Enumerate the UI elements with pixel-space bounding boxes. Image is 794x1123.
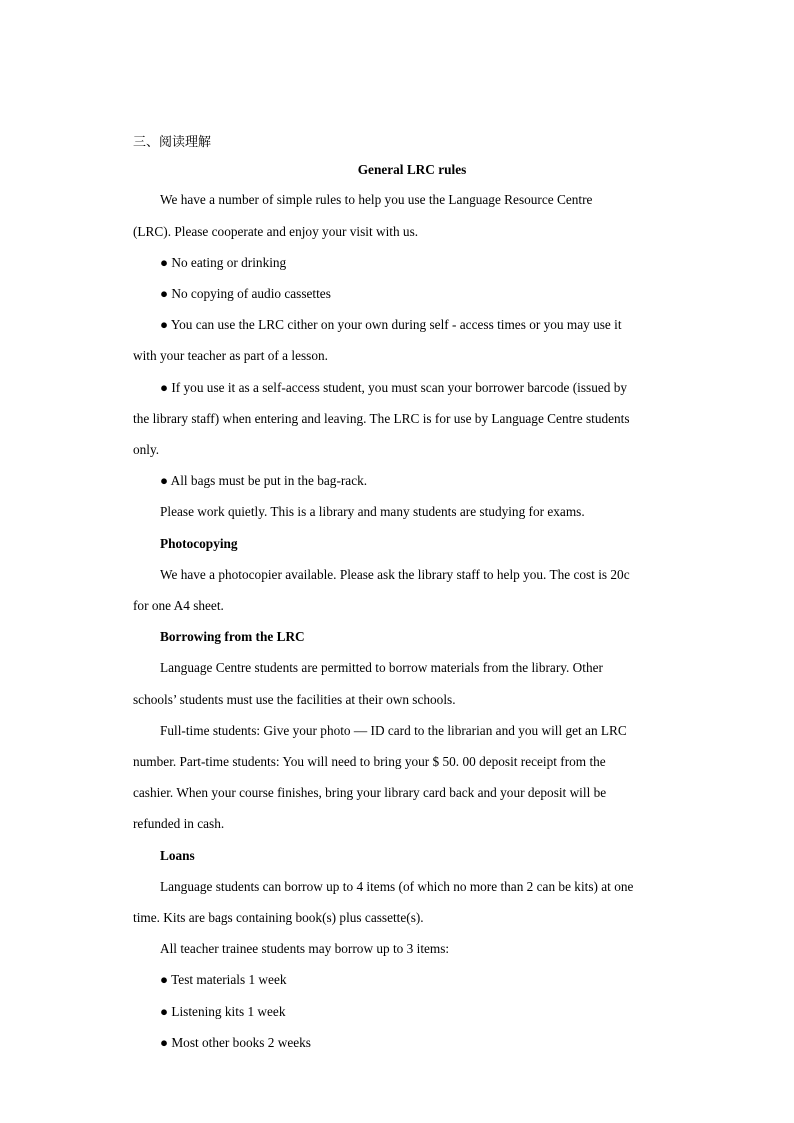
borrowing-line-1: Language Centre students are permitted to borrow materials from the library. Other [160, 660, 603, 675]
rule-use-lrc-line-2: with your teacher as part of a lesson. [133, 348, 328, 363]
borrowing-heading: Borrowing from the LRC [160, 629, 305, 644]
photocopying-line-2: for one A4 sheet. [133, 598, 224, 613]
intro-line-2: (LRC). Please cooperate and enjoy your visit with us. [133, 224, 419, 239]
section-heading: 三、阅读理解 [133, 135, 212, 150]
photocopying-heading: Photocopying [160, 536, 238, 551]
fulltime-line-3: cashier. When your course finishes, bring your library card back and your deposit will be [133, 785, 607, 800]
loans-line-1: Language students can borrow up to 4 items (of which no more than 2 can be kits) at one [160, 879, 634, 894]
fulltime-line-4: refunded in cash. [133, 816, 225, 831]
teacher-trainee-line: All teacher trainee students may borrow up to 3 items: [160, 941, 450, 956]
loan-item-test-materials: ● Test materials 1 week [160, 972, 287, 987]
loans-heading: Loans [160, 848, 195, 863]
fulltime-line-2: number. Part-time students: You will need to bring your $ 50. 00 deposit receipt from the [133, 754, 606, 769]
loan-item-listening-kits: ● Listening kits 1 week [160, 1004, 286, 1019]
borrowing-line-2: schools’ students must use the facilities at their own schools. [133, 692, 456, 707]
rule-scan-line-1: ● If you use it as a self-access student, you must scan your borrower barcode (issued by [160, 380, 628, 395]
rule-scan-line-3: only. [133, 442, 160, 457]
loan-item-other-books: ● Most other books 2 weeks [160, 1035, 311, 1050]
loans-line-2: time. Kits are bags containing book(s) plus cassette(s). [133, 910, 424, 925]
intro-line-1: We have a number of simple rules to help you use the Language Resource Centre [160, 192, 593, 207]
rule-bags: ● All bags must be put in the bag-rack. [160, 473, 368, 488]
fulltime-line-1: Full-time students: Give your photo — ID card to the librarian and you will get an LRC [160, 723, 627, 738]
quiet-notice: Please work quietly. This is a library and many students are studying for exams. [160, 504, 585, 519]
rule-no-eating: ● No eating or drinking [160, 255, 287, 270]
photocopying-line-1: We have a photocopier available. Please ask the library staff to help you. The cost is 20c [160, 567, 630, 582]
rule-no-copying: ● No copying of audio cassettes [160, 286, 331, 301]
rule-use-lrc-line-1: ● You can use the LRC cither on your own during self - access times or you may use it [160, 317, 622, 332]
rule-scan-line-2: the library staff) when entering and leaving. The LRC is for use by Language Centre students [133, 411, 630, 426]
page-title: General LRC rules [357, 162, 467, 177]
